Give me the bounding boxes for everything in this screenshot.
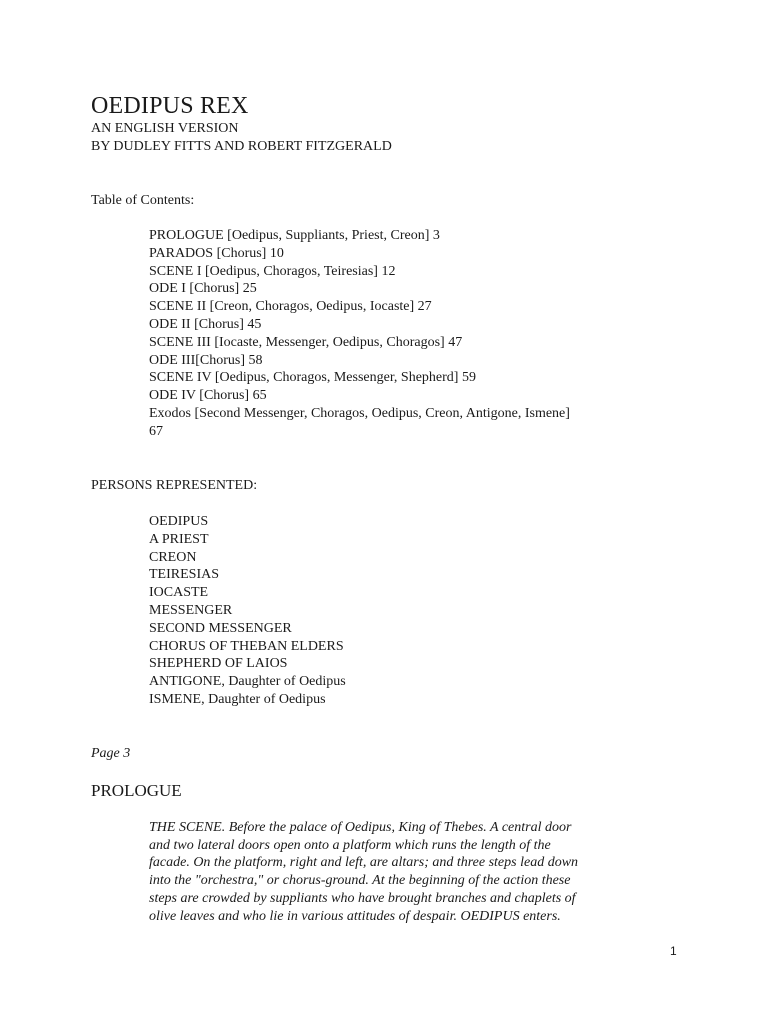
person-entry: OEDIPUS bbox=[149, 514, 209, 529]
person-entry: CHORUS OF THEBAN ELDERS bbox=[149, 638, 344, 654]
person-entry: ANTIGONE, Daughter of Oedipus bbox=[149, 674, 346, 690]
toc-entry: ODE III[Chorus] 58 bbox=[149, 352, 263, 368]
toc-entry: SCENE III [Iocaste, Messenger, Oedipus, Choragos] 47 bbox=[149, 334, 463, 350]
toc-entry: SCENE II [Creon, Choragos, Oedipus, Iocaste] 27 bbox=[149, 299, 432, 315]
document-subtitle-version: AN ENGLISH VERSION bbox=[91, 121, 239, 136]
person-entry: TEIRESIAS bbox=[149, 567, 219, 583]
toc-heading: Table of Contents: bbox=[91, 193, 195, 208]
toc-entry: SCENE IV [Oedipus, Choragos, Messenger, Shepherd] 59 bbox=[149, 370, 476, 386]
page-number: 1 bbox=[670, 944, 677, 958]
persons-list bbox=[149, 513, 629, 709]
person-entry: SHEPHERD OF LAIOS bbox=[149, 656, 288, 672]
toc-entry: Exodos [Second Messenger, Choragos, Oedipus, Creon, Antigone, Ismene] bbox=[149, 405, 570, 421]
person-entry: MESSENGER bbox=[149, 602, 233, 618]
toc-entry-page: 67 bbox=[149, 423, 163, 439]
toc-list bbox=[149, 227, 629, 441]
person-entry: ISMENE, Daughter of Oedipus bbox=[149, 691, 326, 707]
prologue-heading: PROLOGUE bbox=[91, 781, 182, 800]
toc-entry: ODE II [Chorus] 45 bbox=[149, 316, 262, 332]
toc-entry: PARADOS [Chorus] 10 bbox=[149, 245, 284, 261]
person-entry: IOCASTE bbox=[149, 585, 209, 601]
toc-entry: ODE IV [Chorus] 65 bbox=[149, 388, 267, 404]
toc-entry: PROLOGUE [Oedipus, Suppliants, Priest, Creon] 3 bbox=[149, 228, 440, 243]
person-entry: SECOND MESSENGER bbox=[149, 620, 292, 636]
persons-heading: PERSONS REPRESENTED: bbox=[91, 478, 258, 493]
document-subtitle-authors: BY DUDLEY FITTS AND ROBERT FITZGERALD bbox=[91, 139, 392, 154]
scene-description: THE SCENE. Before the palace of Oedipus, King of Thebes. A central door and two lateral doors open onto a platform which runs the length of the facade. On the platform, right and left, are altars; and three steps lead down into the "orchestra," or chorus-ground. At the beginning of the action these steps are crowded by suppliants who have brought branches and chaplets of olive leaves and who lie in various attitudes of despair. OEDIPUS enters. bbox=[149, 820, 579, 924]
person-entry: CREON bbox=[149, 549, 197, 565]
page-reference: Page 3 bbox=[91, 746, 131, 761]
person-entry: A PRIEST bbox=[149, 531, 209, 547]
toc-entry: SCENE I [Oedipus, Choragos, Teiresias] 12 bbox=[149, 263, 396, 279]
document-title: OEDIPUS REX bbox=[91, 93, 249, 119]
toc-entry: ODE I [Chorus] 25 bbox=[149, 281, 257, 297]
